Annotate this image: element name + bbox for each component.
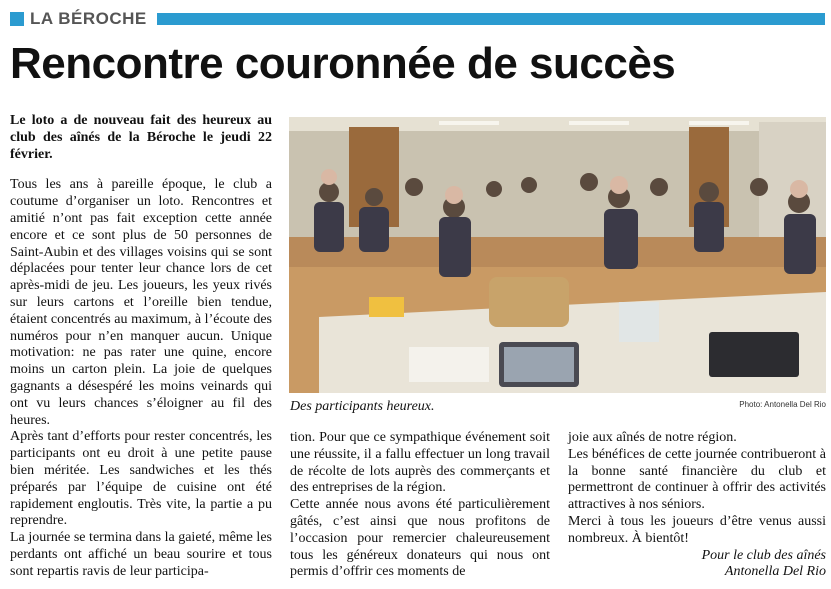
headline: Rencontre couronnée de succès xyxy=(10,39,676,88)
photo-caption xyxy=(290,397,826,415)
body-paragraph: Cette année nous avons été particulièrement gâtés, c’est ainsi que nous profitons de l’occasion pour remercier chaleureusement tous les généreux donateurs qui nous ont permis d’offrir ces moments de xyxy=(290,497,550,580)
body-paragraph: Les bénéfices de cette journée contribueront à la bonne santé financière du club et permettront de continuer à offrir des activités attractives à nos séniors. xyxy=(568,446,826,513)
section-name: LA BÉROCHE xyxy=(30,9,147,28)
body-paragraph: Tous les ans à pareille époque, le club a coutume d’organiser un loto. Rencontres et amitié n’ont pas fait exception cette année encore et ce sont plus de 50 personnes de Saint-Aubin et des villages voisins qui se sont déplacées pour tenter leur chance lors de cet après-midi de jeu. Les joueurs, les yeux rivés sur leurs cartons et l’oreille bien tendue, étaient concentrés au maximum, à l’écoute des numéros pour n’en manquer aucun. Unique motivation: ne pas rater une quine, encore moins un carton plein. La joie de quelques gagnants a désespéré les moins veinards qui ont vu leurs chances s’éloigner au fil des heures. xyxy=(10,177,272,428)
body-paragraph: La journée se termina dans la gaieté, même les perdants ont affiché un beau sourire et tous sont repartis ravis de leur participa- xyxy=(10,530,272,579)
rubric-bar xyxy=(157,13,825,25)
body-paragraph: Après tant d’efforts pour rester concentrés, les participants ont eu droit à une petite pause bien méritée. Les sandwiches et les thés préparés par l’équipe de cuisine ont été rapidement engloutis. Très vite, la partie a pu reprendre. xyxy=(10,429,272,529)
rubric-square xyxy=(10,12,24,26)
column-2 xyxy=(290,430,550,581)
column-3 xyxy=(568,430,826,581)
lead-paragraph: Le loto a de nouveau fait des heureux au club des aînés de la Béroche le jeudi 22 février. xyxy=(10,113,272,162)
participants-photo-illustration xyxy=(289,117,826,393)
caption-text: Des participants heureux. xyxy=(290,399,435,414)
section-rubric xyxy=(10,8,825,30)
article-photo xyxy=(289,117,826,393)
body-paragraph: tion. Pour que ce sympathique événement soit une réussite, il a fallu effectuer un long travail de récolte de lots auprès des commerçants et des entreprises de la région. xyxy=(290,430,550,496)
body-paragraph: joie aux aînés de notre région. xyxy=(568,430,737,445)
body-paragraph: Merci à tous les joueurs d’être venus aussi nombreux. À bientôt! xyxy=(568,513,826,546)
signature-line-1: Pour le club des aînés xyxy=(701,547,826,563)
signature-line-2: Antonella Del Rio xyxy=(724,564,826,580)
column-1 xyxy=(10,113,272,581)
photo-credit: Photo: Antonella Del Rio xyxy=(739,400,826,409)
